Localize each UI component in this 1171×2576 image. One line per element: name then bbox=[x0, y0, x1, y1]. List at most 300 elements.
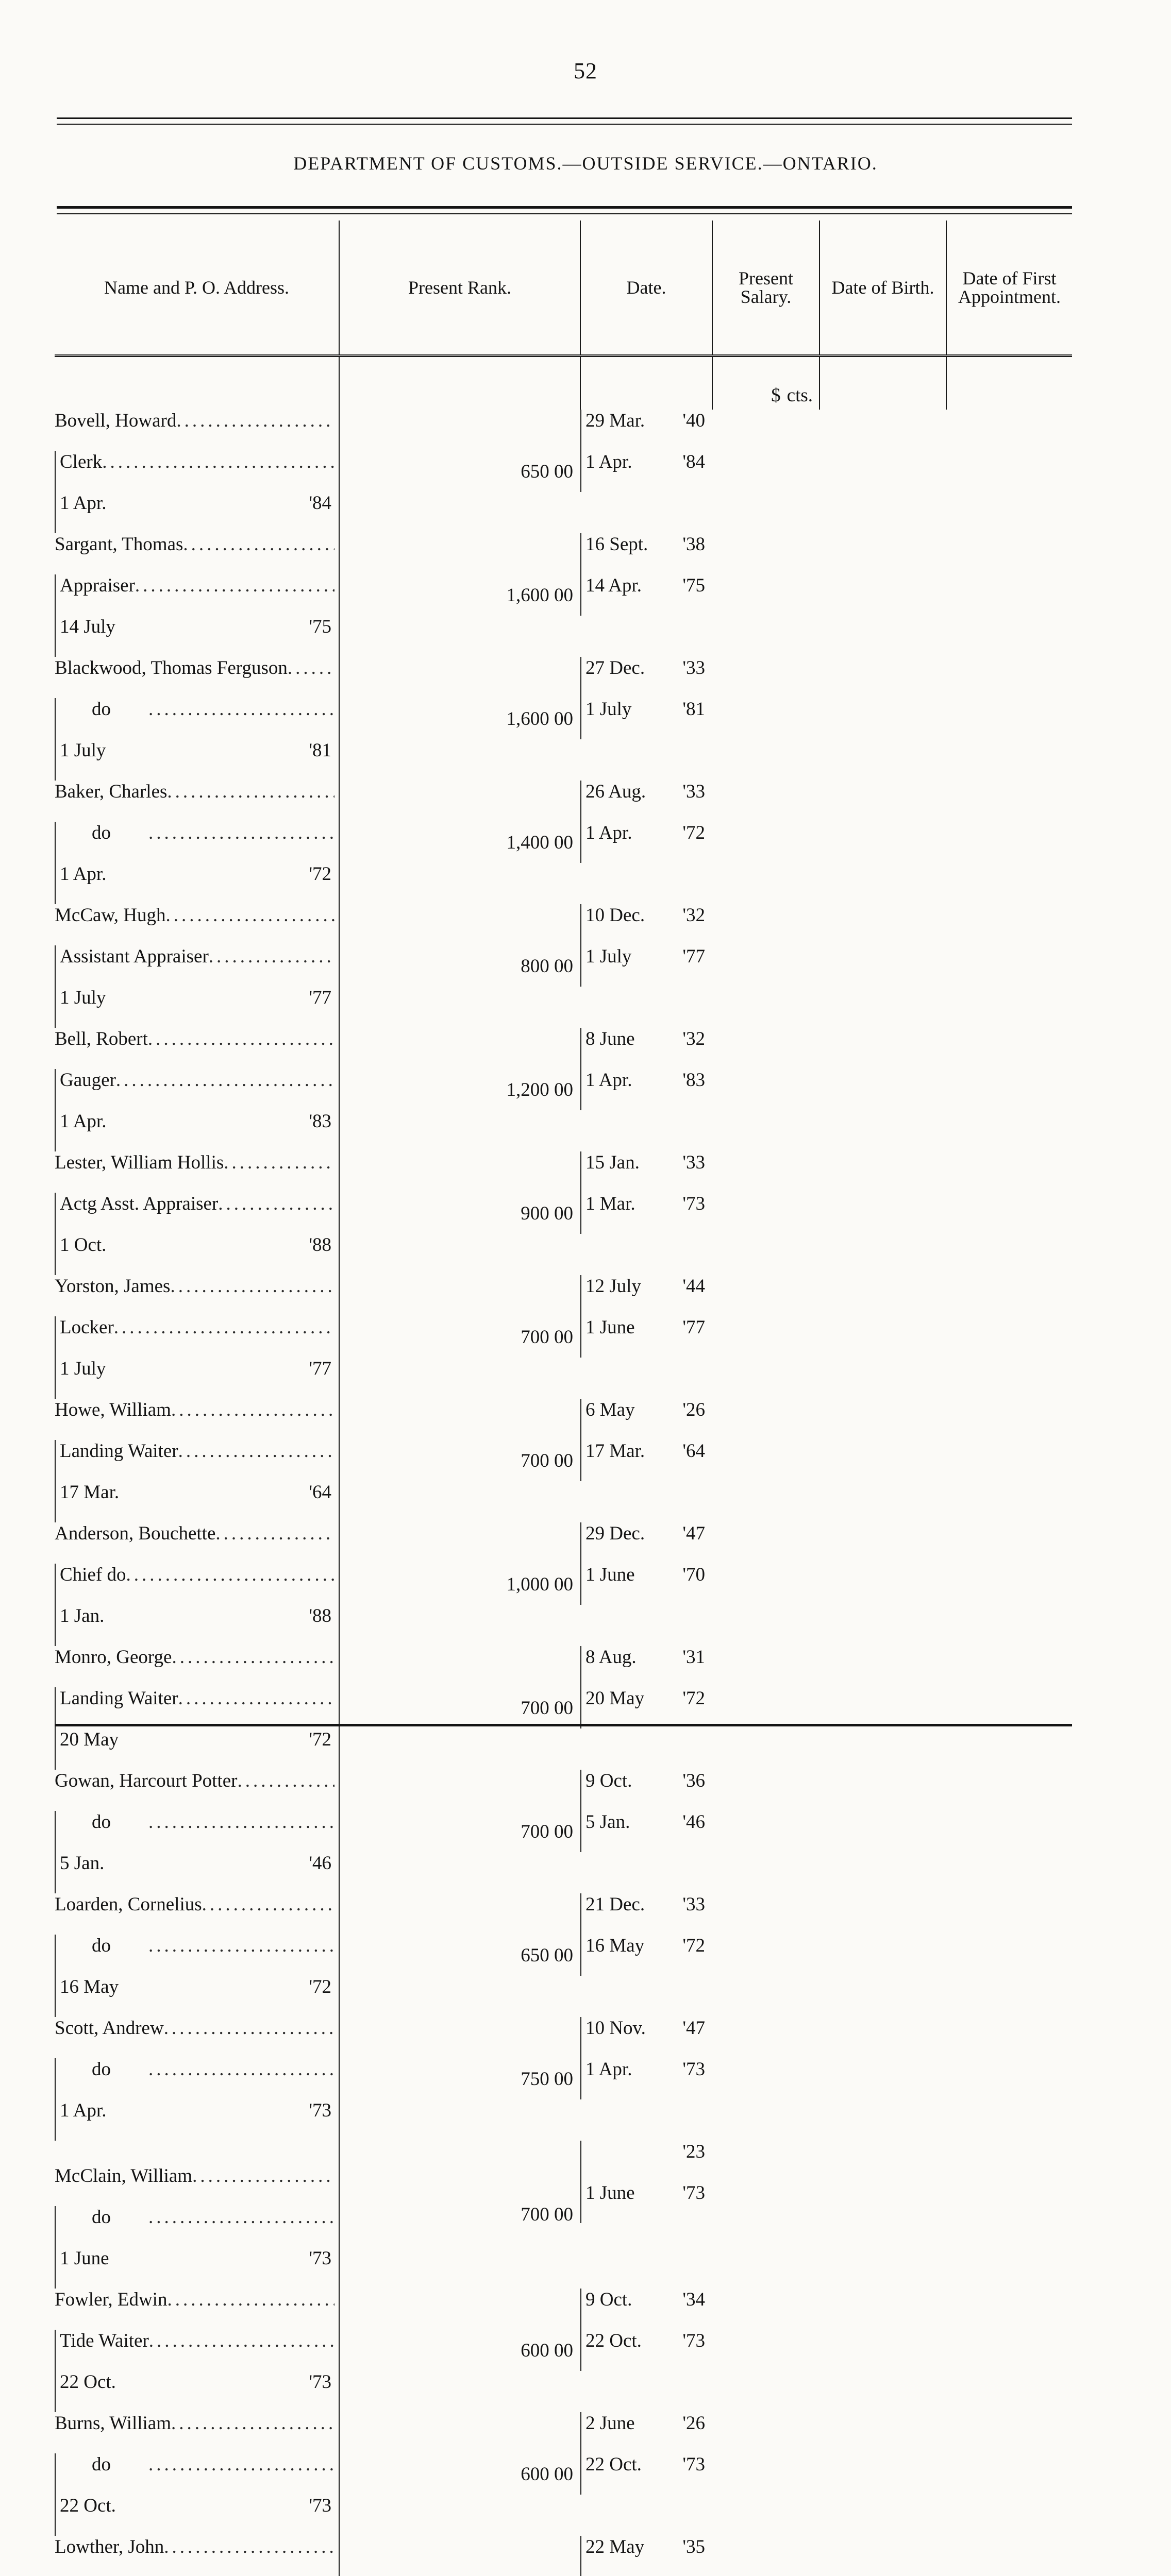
appointment-year: '77 bbox=[682, 946, 705, 967]
appointment-year: '72 bbox=[682, 822, 705, 843]
table-row bbox=[55, 904, 1072, 1028]
date-day: 1 Jan. bbox=[60, 1605, 105, 1626]
date-cell bbox=[55, 616, 339, 657]
page-heading: DEPARTMENT OF CUSTOMS.—OUTSIDE SERVICE.—ONTARIO. bbox=[293, 153, 878, 174]
birth-day: 16 Sept. bbox=[586, 534, 648, 555]
date-year: '77 bbox=[309, 987, 331, 1008]
birth-cell bbox=[580, 1646, 712, 1687]
dot-leader bbox=[192, 2165, 334, 2187]
birth-day: 15 Jan. bbox=[586, 1152, 640, 1173]
dot-leader bbox=[178, 1440, 334, 1462]
first-appointment-cell bbox=[580, 945, 712, 987]
table-row bbox=[55, 533, 1072, 657]
name-text: Bovell, Howard bbox=[55, 410, 177, 431]
date-cell bbox=[55, 1605, 339, 1646]
salary-cell: 1,400 00 bbox=[339, 781, 580, 904]
name-cell bbox=[55, 1151, 339, 1193]
appointment-year: '77 bbox=[682, 1317, 705, 1338]
appointment-day: 14 Apr. bbox=[586, 575, 642, 596]
name-cell bbox=[55, 781, 339, 822]
birth-cell bbox=[580, 2536, 712, 2576]
rank-text: Chief do bbox=[60, 1564, 126, 1585]
date-cell bbox=[55, 739, 339, 781]
appointment-day: 5 Jan. bbox=[586, 1811, 630, 1833]
dot-leader bbox=[183, 533, 334, 555]
rank-text: Tide Waiter bbox=[60, 2330, 149, 2351]
salary-cell bbox=[339, 2536, 580, 2576]
table-row bbox=[55, 2536, 1072, 2576]
first-appointment-cell bbox=[580, 2182, 712, 2223]
rank-text: Landing Waiter bbox=[60, 1688, 178, 1709]
birth-year: '38 bbox=[682, 534, 705, 555]
column-header-birth: Date of Birth. bbox=[819, 221, 946, 356]
birth-day: 2 June bbox=[586, 2413, 635, 2434]
table-row bbox=[55, 2289, 1072, 2412]
name-text: Burns, William bbox=[55, 2413, 171, 2434]
birth-year: '23 bbox=[682, 2141, 705, 2162]
first-appointment-cell bbox=[580, 1935, 712, 1976]
birth-year: '35 bbox=[682, 2536, 705, 2557]
appointment-year: '73 bbox=[682, 2330, 705, 2351]
appointment-day: 1 July bbox=[586, 946, 632, 967]
birth-cell bbox=[580, 1028, 712, 1069]
appointment-year: '64 bbox=[682, 1440, 705, 1462]
birth-cell bbox=[580, 1522, 712, 1564]
rank-text: do bbox=[92, 699, 111, 720]
date-cell bbox=[55, 492, 339, 533]
date-day: 5 Jan. bbox=[60, 1853, 105, 1874]
rank-cell bbox=[55, 574, 339, 616]
birth-year: '34 bbox=[682, 2289, 705, 2310]
rank-text: do bbox=[92, 1811, 111, 1833]
date-day: 1 Apr. bbox=[60, 2100, 107, 2121]
staff-register-table bbox=[55, 221, 1072, 2576]
date-year: '46 bbox=[309, 1853, 331, 1874]
date-day: 22 Oct. bbox=[60, 2495, 116, 2516]
appointment-day: 1 June bbox=[586, 2182, 635, 2204]
date-day: 17 Mar. bbox=[60, 1482, 120, 1503]
name-cell bbox=[55, 2536, 339, 2576]
rank-text: Clerk bbox=[60, 451, 103, 472]
date-year: '77 bbox=[309, 1358, 331, 1379]
name-text: Monro, George bbox=[55, 1647, 172, 1668]
first-appointment-cell bbox=[580, 574, 712, 616]
birth-day: 22 May bbox=[586, 2536, 645, 2557]
birth-cell bbox=[580, 2289, 712, 2330]
dot-leader bbox=[164, 2536, 334, 2558]
date-cell bbox=[55, 2247, 339, 2289]
birth-year: '33 bbox=[682, 657, 705, 679]
table-row bbox=[55, 1151, 1072, 1275]
rank-cell bbox=[55, 1193, 339, 1234]
name-text: McClain, William bbox=[55, 2165, 193, 2187]
birth-day: 10 Nov. bbox=[586, 2018, 646, 2039]
rank-cell bbox=[55, 945, 339, 987]
appointment-year: '70 bbox=[682, 1564, 705, 1585]
bottom-rule bbox=[55, 1724, 1072, 1726]
date-year: '88 bbox=[309, 1234, 331, 1256]
rank-cell bbox=[55, 1316, 339, 1358]
dot-leader bbox=[164, 2017, 334, 2039]
table-row bbox=[55, 1646, 1072, 1770]
dot-leader bbox=[148, 698, 334, 720]
birth-cell bbox=[580, 904, 712, 945]
name-text: Blackwood, Thomas Ferguson bbox=[55, 657, 288, 679]
dot-leader bbox=[135, 574, 334, 597]
date-day: 1 June bbox=[60, 2248, 109, 2269]
date-day: 1 July bbox=[60, 740, 106, 761]
name-text: Sargant, Thomas bbox=[55, 534, 183, 555]
birth-day: 29 Mar. bbox=[586, 410, 645, 431]
rank-text: do bbox=[92, 822, 111, 843]
heading-rule-inner bbox=[57, 213, 1072, 214]
date-cell bbox=[55, 2099, 339, 2141]
name-text: Yorston, James bbox=[55, 1276, 171, 1297]
top-rule-inner bbox=[57, 124, 1072, 125]
appointment-year: '73 bbox=[682, 1193, 705, 1214]
cents-label: cts. bbox=[787, 385, 813, 406]
date-day: 16 May bbox=[60, 1976, 119, 1997]
first-appointment-cell bbox=[580, 451, 712, 492]
rank-cell bbox=[55, 451, 339, 492]
rank-text: do bbox=[92, 1935, 111, 1956]
salary-cell: 1,600 00 bbox=[339, 657, 580, 781]
date-year: '88 bbox=[309, 1605, 331, 1626]
header-row bbox=[55, 221, 1072, 356]
birth-year: '31 bbox=[682, 1647, 705, 1668]
first-appointment-cell bbox=[580, 2058, 712, 2099]
salary-cell: 700 00 bbox=[339, 1646, 580, 1770]
birth-day: 27 Dec. bbox=[586, 657, 645, 679]
birth-cell bbox=[580, 2017, 712, 2058]
salary-cell: 900 00 bbox=[339, 1151, 580, 1275]
dot-leader bbox=[167, 781, 334, 803]
dot-leader bbox=[178, 1687, 334, 1709]
appointment-day: 16 May bbox=[586, 1935, 645, 1956]
table-row bbox=[55, 2141, 1072, 2289]
name-text: Howe, William bbox=[55, 1399, 171, 1420]
date-year: '75 bbox=[309, 616, 331, 637]
appointment-day: 17 Mar. bbox=[586, 1440, 645, 1462]
name-cell bbox=[55, 1275, 339, 1316]
salary-cell: 650 00 bbox=[339, 1893, 580, 2017]
rank-text: Gauger bbox=[60, 1070, 116, 1091]
units-row bbox=[55, 356, 1072, 410]
name-text: McCaw, Hugh bbox=[55, 905, 166, 926]
birth-day: 26 Aug. bbox=[586, 781, 646, 802]
name-cell bbox=[55, 1646, 339, 1687]
dot-leader bbox=[202, 1893, 334, 1916]
appointment-year: '73 bbox=[682, 2454, 705, 2475]
dot-leader bbox=[170, 1275, 334, 1297]
dot-leader bbox=[126, 1564, 334, 1586]
first-appointment-cell bbox=[580, 1316, 712, 1358]
appointment-day: 1 Apr. bbox=[586, 1070, 632, 1091]
table-row bbox=[55, 1275, 1072, 1399]
birth-cell bbox=[580, 410, 712, 451]
date-day: 1 Apr. bbox=[60, 1111, 107, 1132]
date-cell bbox=[55, 1358, 339, 1399]
table-row bbox=[55, 1770, 1072, 1893]
appointment-day: 1 June bbox=[586, 1564, 635, 1585]
birth-year: '47 bbox=[682, 1523, 705, 1544]
column-header-name: Name and P. O. Address. bbox=[104, 277, 289, 298]
rank-cell bbox=[55, 2058, 339, 2099]
rank-text: do bbox=[92, 2059, 111, 2080]
date-day: 1 Oct. bbox=[60, 1234, 107, 1256]
date-day: 1 July bbox=[60, 987, 106, 1008]
date-year: '83 bbox=[309, 1111, 331, 1132]
date-day: 1 Apr. bbox=[60, 863, 107, 885]
birth-day: 8 June bbox=[586, 1028, 635, 1049]
rank-text: Landing Waiter bbox=[60, 1440, 178, 1462]
salary-cell: 1,200 00 bbox=[339, 1028, 580, 1151]
appointment-year: '72 bbox=[682, 1935, 705, 1956]
birth-cell bbox=[580, 657, 712, 698]
appointment-day: 1 Apr. bbox=[586, 451, 632, 472]
rank-text: Assistant Appraiser bbox=[60, 946, 209, 967]
birth-year: '40 bbox=[682, 410, 705, 431]
birth-year: '47 bbox=[682, 2018, 705, 2039]
date-year: '72 bbox=[309, 1976, 331, 1997]
rank-text: Appraiser bbox=[60, 575, 135, 596]
rank-text: Locker bbox=[60, 1317, 114, 1338]
date-cell bbox=[55, 1976, 339, 2017]
date-cell bbox=[55, 1234, 339, 1275]
table-row bbox=[55, 657, 1072, 781]
salary-units bbox=[712, 356, 819, 410]
date-year: '73 bbox=[309, 2371, 331, 2393]
column-header-date: Date. bbox=[580, 221, 712, 356]
birth-cell bbox=[580, 1151, 712, 1193]
birth-cell bbox=[580, 1893, 712, 1935]
column-header-rank: Present Rank. bbox=[339, 221, 580, 356]
date-cell bbox=[55, 863, 339, 904]
date-day: 1 Apr. bbox=[60, 493, 107, 514]
name-text: Gowan, Harcourt Potter bbox=[55, 1770, 238, 1791]
name-cell bbox=[55, 2017, 339, 2058]
appointment-year: '46 bbox=[682, 1811, 705, 1833]
date-day: 22 Oct. bbox=[60, 2371, 116, 2393]
top-rule bbox=[57, 117, 1072, 119]
appointment-day: 22 Oct. bbox=[586, 2454, 642, 2475]
birth-year: '26 bbox=[682, 1399, 705, 1420]
rank-cell bbox=[55, 1069, 339, 1110]
table-row bbox=[55, 1028, 1072, 1151]
name-cell bbox=[55, 1028, 339, 1069]
birth-cell bbox=[580, 2141, 712, 2182]
dot-leader bbox=[224, 1151, 334, 1174]
name-cell bbox=[55, 533, 339, 574]
first-appointment-cell bbox=[580, 2453, 712, 2495]
dot-leader bbox=[209, 945, 334, 968]
birth-day: 21 Dec. bbox=[586, 1894, 645, 1915]
appointment-year: '73 bbox=[682, 2059, 705, 2080]
name-cell bbox=[55, 1399, 339, 1440]
dot-leader bbox=[148, 1935, 334, 1957]
dot-leader bbox=[148, 822, 334, 844]
birth-year: '33 bbox=[682, 1152, 705, 1173]
first-appointment-cell bbox=[580, 1069, 712, 1110]
dot-leader bbox=[116, 1069, 334, 1091]
rank-cell bbox=[55, 1564, 339, 1605]
name-cell bbox=[55, 2412, 339, 2453]
salary-cell: 600 00 bbox=[339, 2289, 580, 2412]
dot-leader bbox=[171, 1399, 334, 1421]
appointment-year: '75 bbox=[682, 575, 705, 596]
birth-year: '33 bbox=[682, 781, 705, 802]
dollar-sign: $ bbox=[771, 385, 781, 406]
dot-leader bbox=[114, 1316, 334, 1338]
salary-cell: 700 00 bbox=[339, 2141, 580, 2289]
appointment-day: 1 Mar. bbox=[586, 1193, 635, 1214]
birth-day: 29 Dec. bbox=[586, 1523, 645, 1544]
name-text: Scott, Andrew bbox=[55, 2018, 164, 2039]
dot-leader bbox=[172, 1646, 334, 1668]
salary-cell: 1,000 00 bbox=[339, 1522, 580, 1646]
birth-year: '32 bbox=[682, 1028, 705, 1049]
dot-leader bbox=[148, 2453, 334, 2476]
dot-leader bbox=[288, 657, 334, 679]
appointment-day: 20 May bbox=[586, 1688, 645, 1709]
dot-leader bbox=[102, 451, 334, 473]
table-row bbox=[55, 1893, 1072, 2017]
appointment-day: 1 July bbox=[586, 699, 632, 720]
table-row bbox=[55, 1399, 1072, 1522]
salary-cell: 650 00 bbox=[339, 410, 580, 533]
date-year: '64 bbox=[309, 1482, 331, 1503]
dot-leader bbox=[171, 2412, 334, 2434]
dot-leader bbox=[237, 1770, 334, 1792]
appointment-day: 1 Apr. bbox=[586, 822, 632, 843]
birth-year: '36 bbox=[682, 1770, 705, 1791]
date-year: '81 bbox=[309, 740, 331, 761]
column-header-first-appointment: Date of First Appointment. bbox=[946, 221, 1072, 356]
dot-leader bbox=[149, 2330, 334, 2352]
name-text: Baker, Charles bbox=[55, 781, 168, 802]
date-cell bbox=[55, 2495, 339, 2536]
birth-day: 9 Oct. bbox=[586, 1770, 632, 1791]
rank-cell bbox=[55, 2453, 339, 2495]
table-row bbox=[55, 1522, 1072, 1646]
name-text: Lester, William Hollis bbox=[55, 1152, 224, 1173]
date-cell bbox=[55, 2371, 339, 2412]
name-cell bbox=[55, 1893, 339, 1935]
rank-cell bbox=[55, 1440, 339, 1481]
birth-year: '33 bbox=[682, 1894, 705, 1915]
rank-cell bbox=[55, 1935, 339, 1976]
name-cell bbox=[55, 2289, 339, 2330]
first-appointment-cell bbox=[580, 1564, 712, 1605]
name-text: Bell, Robert bbox=[55, 1028, 148, 1049]
salary-cell: 700 00 bbox=[339, 1275, 580, 1399]
dot-leader bbox=[218, 1193, 334, 1215]
name-cell bbox=[55, 1770, 339, 1811]
dot-leader bbox=[148, 1811, 334, 1833]
birth-cell bbox=[580, 1770, 712, 1811]
table-row bbox=[55, 2017, 1072, 2141]
salary-cell: 700 00 bbox=[339, 1399, 580, 1522]
salary-cell: 750 00 bbox=[339, 2017, 580, 2141]
appointment-year: '84 bbox=[682, 451, 705, 472]
name-text: Lowther, John bbox=[55, 2536, 164, 2557]
birth-day: 9 Oct. bbox=[586, 2289, 632, 2310]
first-appointment-cell bbox=[580, 1687, 712, 1728]
appointment-year: '72 bbox=[682, 1688, 705, 1709]
rank-text: do bbox=[92, 2207, 111, 2228]
rank-cell bbox=[55, 698, 339, 739]
date-year: '73 bbox=[309, 2495, 331, 2516]
rank-cell bbox=[55, 1687, 339, 1728]
salary-cell: 800 00 bbox=[339, 904, 580, 1028]
birth-cell bbox=[580, 2412, 712, 2453]
rank-cell bbox=[55, 822, 339, 863]
salary-cell: 700 00 bbox=[339, 1770, 580, 1893]
birth-cell bbox=[580, 1275, 712, 1316]
date-day: 1 July bbox=[60, 1358, 106, 1379]
dot-leader bbox=[215, 1522, 334, 1545]
birth-year: '32 bbox=[682, 905, 705, 926]
first-appointment-cell bbox=[580, 1193, 712, 1234]
dot-leader bbox=[148, 2058, 334, 2080]
date-year: '73 bbox=[309, 2100, 331, 2121]
birth-year: '26 bbox=[682, 2413, 705, 2434]
appointment-day: 22 Oct. bbox=[586, 2330, 642, 2351]
birth-day: 10 Dec. bbox=[586, 905, 645, 926]
date-cell bbox=[55, 1481, 339, 1522]
table-row bbox=[55, 781, 1072, 904]
rank-text: Actg Asst. Appraiser bbox=[60, 1193, 219, 1214]
first-appointment-cell bbox=[580, 1440, 712, 1481]
date-day: 14 July bbox=[60, 616, 115, 637]
date-year: '72 bbox=[309, 1729, 331, 1750]
heading-rule bbox=[57, 206, 1072, 209]
dot-leader bbox=[148, 1028, 334, 1050]
rank-cell bbox=[55, 2330, 339, 2371]
column-header-salary: Present Salary. bbox=[712, 221, 819, 356]
salary-cell: 1,600 00 bbox=[339, 533, 580, 657]
rank-cell bbox=[55, 2206, 339, 2247]
name-text: Loarden, Cornelius bbox=[55, 1894, 202, 1915]
appointment-year: '73 bbox=[682, 2182, 705, 2204]
date-year: '84 bbox=[309, 493, 331, 514]
name-cell bbox=[55, 657, 339, 698]
appointment-day: 1 June bbox=[586, 1317, 635, 1338]
salary-cell: 600 00 bbox=[339, 2412, 580, 2536]
rank-text: do bbox=[92, 2454, 111, 2475]
birth-year: '44 bbox=[682, 1276, 705, 1297]
birth-day: 12 July bbox=[586, 1276, 641, 1297]
birth-day: 6 May bbox=[586, 1399, 635, 1420]
first-appointment-cell bbox=[580, 698, 712, 739]
page-number: 52 bbox=[574, 58, 597, 83]
dot-leader bbox=[148, 2206, 334, 2228]
date-cell bbox=[55, 1728, 339, 1770]
first-appointment-cell bbox=[580, 1811, 712, 1852]
name-cell bbox=[55, 2165, 339, 2206]
birth-cell bbox=[580, 533, 712, 574]
date-year: '73 bbox=[309, 2248, 331, 2269]
table-row bbox=[55, 410, 1072, 533]
name-cell bbox=[55, 1522, 339, 1564]
appointment-day: 1 Apr. bbox=[586, 2059, 632, 2080]
date-day: 20 May bbox=[60, 1729, 119, 1750]
date-cell bbox=[55, 987, 339, 1028]
name-text: Anderson, Bouchette bbox=[55, 1523, 216, 1544]
first-appointment-cell bbox=[580, 2330, 712, 2371]
date-cell bbox=[55, 1110, 339, 1151]
rank-cell bbox=[55, 1811, 339, 1852]
